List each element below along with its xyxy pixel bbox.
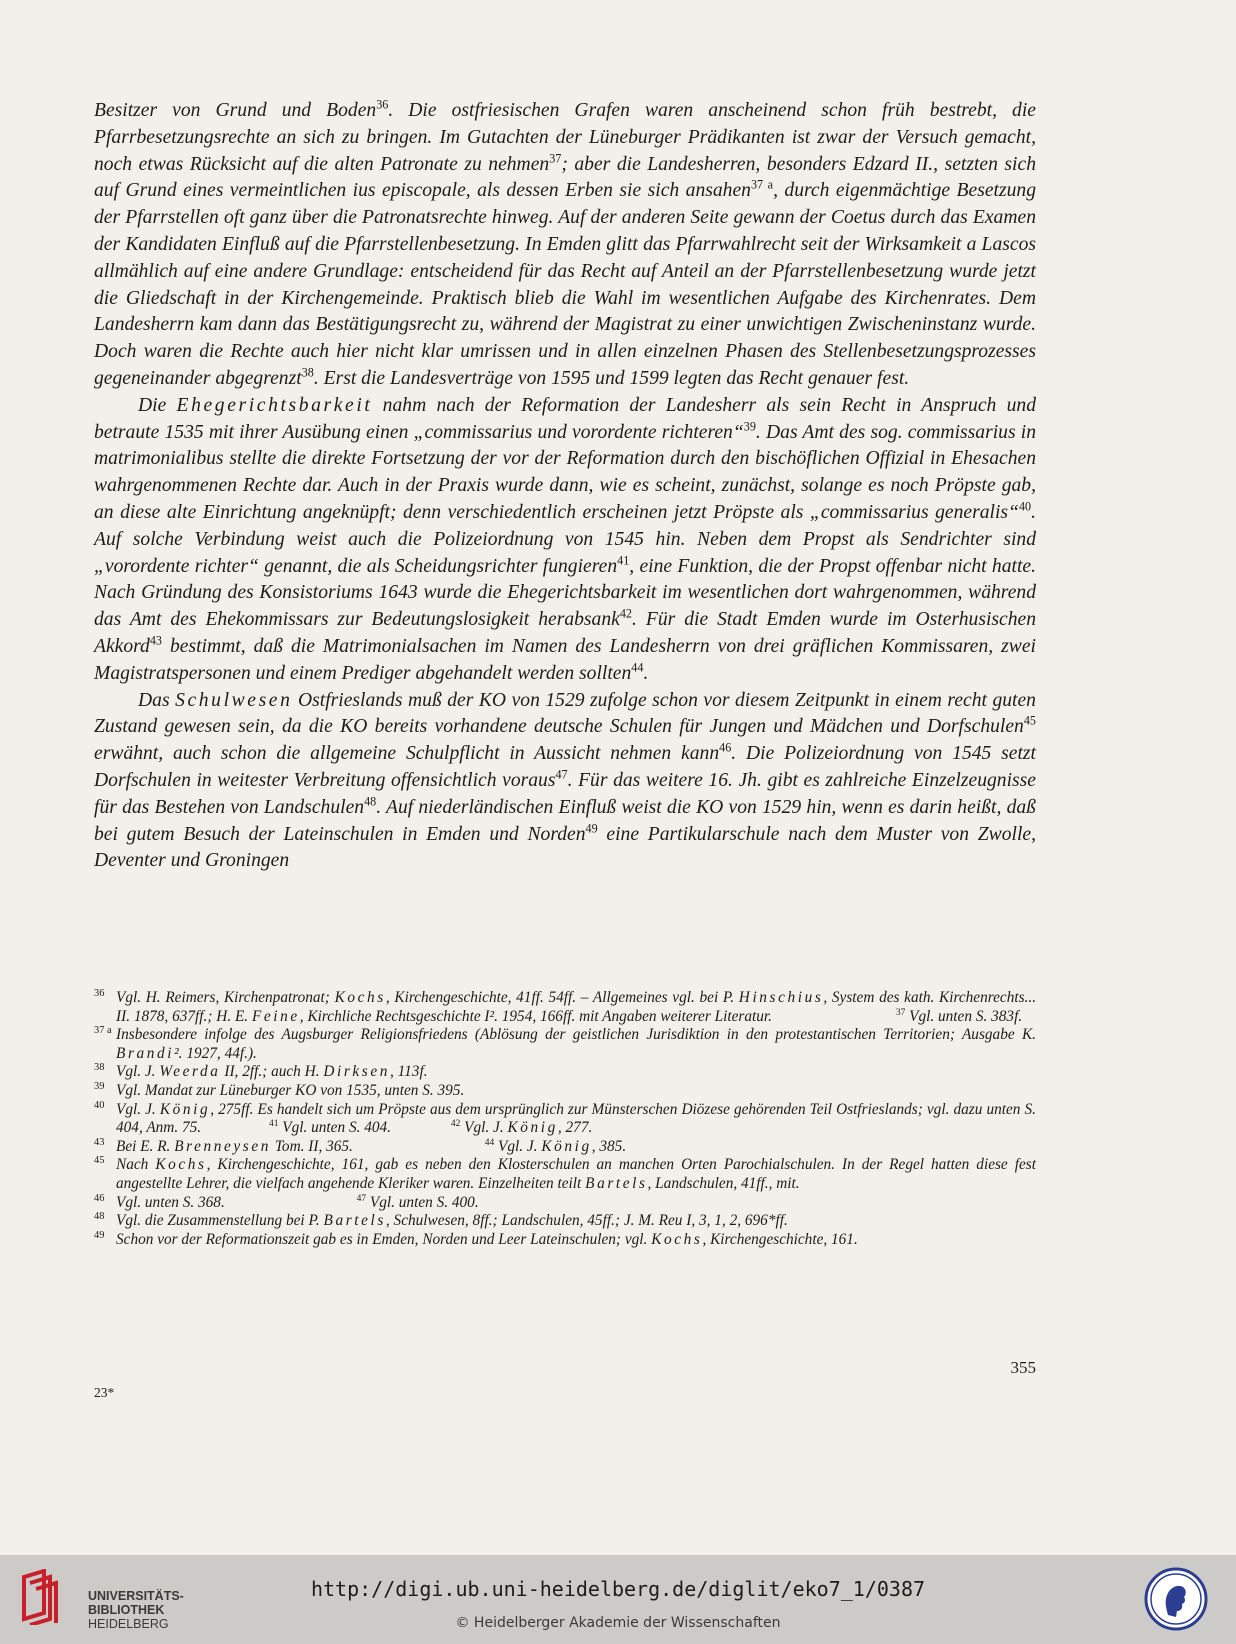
copyright-notice: © Heidelberger Akademie der Wissenschaften (455, 1615, 781, 1631)
paragraph-1: Besitzer von Grund und Boden$^{36}$. Die ostfriesischen Grafen waren anscheinend schon früh bestrebt, die Pfarrbesetzungsrechte an sich zu bringen. Im Gutachten der Lüneburger Prädikanten ist zwar der Versuch gemacht, noch etwas Rücksicht auf die alten Patronate zu nehmen$^{37}$; aber die Landesherren, besonders Edzard II., setzten sich auf Grund eines vermeintlichen ius episcopale, als dessen Erben sie sich ansahen$^{37 a}$, durch eigenmächtige Besetzung der Pfarrstellen oft ganz über die Patronatsrechte hinweg. Auf der anderen Seite gewann der Coetus durch das Examen der Kandidaten Einfluß auf die Pfarrstellenbesetzung. In Emden glitt das Pfarrwahlrecht seit der Wirksamkeit a Lascos allmählich auf eine andere Grundlage: entscheidend für das Recht auf Anteil an der Pfarrstellenbesetzung wurde jetzt die Gliedschaft in der Kirchengemeinde. Praktisch blieb die Wahl im wesentlichen Aufgabe des Kirchenrates. Dem Landesherrn kam dann das Bestätigungsrecht zu, während der Magistrat zu einer unwichtigen Zwischeninstanz wurde. Doch waren die Rechte auch hier nicht klar umrissen und in allen einzelnen Phasen des Stellenbesetzungsprozesses gegeneinander abgegrenzt$^{38}$. Erst die Landesverträge von 1595 und 1599 legten das Recht genauer fest. (94, 97, 1036, 389)
printer-signature: 23* (94, 1385, 115, 1400)
footnote-40: $^{40}$ Vgl. J. König, 275ff. Es handelt sich um Pröpste aus dem ursprünglich zur Münsterschen Diözese gehörenden Teil Ostfrieslands; vgl. dazu unten S. 404, Anm. 75. $^{41}$ Vgl. unten S. 404. $^{42}$ Vgl. J. König, 277. (94, 1099, 1036, 1137)
footnote-37a: $^{37 a}$ Insbesondere infolge des Augsburger Religionsfriedens (Ablösung der geistlichen Jurisdiktion in den protestantischen Territorien; Ausgabe K. Brandi². 1927, 44f.). (94, 1025, 1036, 1062)
footnote-48: $^{48}$ Vgl. die Zusammenstellung bei P. Bartels, Schulwesen, 8ff.; Landschulen, 45ff.; J. M. Reu I, 3, 1, 2, 696*ff. (94, 1211, 788, 1230)
footnote-46: $^{46}$ Vgl. unten S. 368. $^{47}$ Vgl. unten S. 400. (94, 1192, 479, 1211)
viewer-footer (0, 1555, 1236, 1644)
main-text (94, 98, 1036, 875)
footnote-36: $^{36}$ Vgl. H. Reimers, Kirchenpatronat; Kochs, Kirchengeschichte, 41ff. 54ff. – Allgemeines vgl. bei P. Hinschius, System des kath. Kirchenrechts... II. 1878, 637ff.; H. E. Feine, Kirchliche Rechtsgeschichte I². 1954, 166ff. mit Angaben weiterer Literatur. $^{37}$ Vgl. unten S. 383f. (94, 987, 1037, 1025)
footnote-45: $^{45}$ Nach Kochs, Kirchengeschichte, 161, gab es neben den Klosterschulen an manchen Orten Parochialschulen. In der Regel hatten diese fest angestellte Lehrer, die vielfach angehende Kleriker waren. Einzelheiten teilt Bartels, Landschulen, 41ff., mit. (94, 1155, 1036, 1192)
footnote-43: $^{43}$ Bei E. R. Brenneysen Tom. II, 365. $^{44}$ Vgl. J. König, 385. (94, 1136, 627, 1155)
footnote-38: $^{38}$ Vgl. J. Weerda II, 2ff.; auch H. Dirksen, 113f. (94, 1062, 428, 1081)
paragraph-2: Die Ehegerichtsbarkeit nahm nach der Reformation der Landesherr als sein Recht in Anspruch und betraute 1535 mit ihrer Ausübung einen „commissarius und vorordente richteren“$^{39}$. Das Amt des sog. commissarius in matrimonialibus stellte die direkte Fortsetzung der vor der Reformation durch den bischöflichen Offizial in Ehesachen wahrgenommenen Rechte dar. Auch in der Praxis wurde dann, wie es scheint, zunächst, solange es noch Pröpste gab, an diese alte Einrichtung angeknüpft; denn verschiedentlich erscheinen jetzt Pröpste als „commissarius generalis“$^{40}$. Auf solche Verbindung weist auch die Polizeiordnung von 1545 hin. Neben dem Propst als Sendrichter sind „vorordente richter“ genannt, die als Scheidungsrichter fungieren$^{41}$, eine Funktion, die der Propst offenbar nicht hatte. Nach Gründung des Konsistoriums 1643 wurde die Ehegerichtsbarkeit im wesentlichen dort wahrgenommen, während das Amt des Ehekommissars zur Bedeutungslosigkeit herabsank$^{42}$. Für die Stadt Emden wurde im Osterhusischen Akkord$^{43}$ bestimmt, daß die Matrimonialsachen im Namen des Landesherrn von drei gräflichen Kommissaren, zwei Magistratspersonen und einem Prediger abgehandelt werden sollten$^{44}$. (94, 394, 1037, 684)
permalink-url[interactable]: http://digi.ub.uni-heidelberg.de/diglit/eko7_1/0387 (310, 1577, 926, 1601)
page-number: 355 (1010, 1358, 1036, 1377)
paragraph-3: Das Schulwesen Ostfrieslands muß der KO von 1529 zufolge schon vor diesem Zeitpunkt in einem recht guten Zustand gewesen sein, da die KO bereits vorhandene deutsche Schulen für Jungen und Mädchen und Dorfschulen$^{45}$ erwähnt, auch schon die allgemeine Schulpflicht in Aussicht nehmen kann$^{46}$. Die Polizeiordnung von 1545 setzt Dorfschulen in weitester Verbreitung offensichtlich voraus$^{47}$. Für das weitere 16. Jh. gibt es zahlreiche Einzelzeugnisse für das Bestehen von Landschulen$^{48}$. Auf niederländischen Einfluß weist die KO von 1529 hin, wenn es darin heißt, daß bei gutem Besuch der Lateinschulen in Emden und Norden$^{49}$ eine Partikularschule nach dem Muster von Zwolle, Deventer und Groningen (94, 689, 1036, 872)
footnote-49: $^{49}$ Schon vor der Reformationszeit gab es in Emden, Norden und Leer Lateinschulen; vgl. Kochs, Kirchengeschichte, 161. (94, 1229, 858, 1248)
library-name: UNIVERSITÄTS- BIBLIOTHEK HEIDELBERG (88, 1589, 184, 1631)
footnote-39: $^{39}$ Vgl. Mandat zur Lüneburger KO von 1535, unten S. 395. (94, 1080, 465, 1099)
footnotes (94, 989, 1036, 1249)
profile-seal-icon[interactable] (1144, 1567, 1208, 1631)
